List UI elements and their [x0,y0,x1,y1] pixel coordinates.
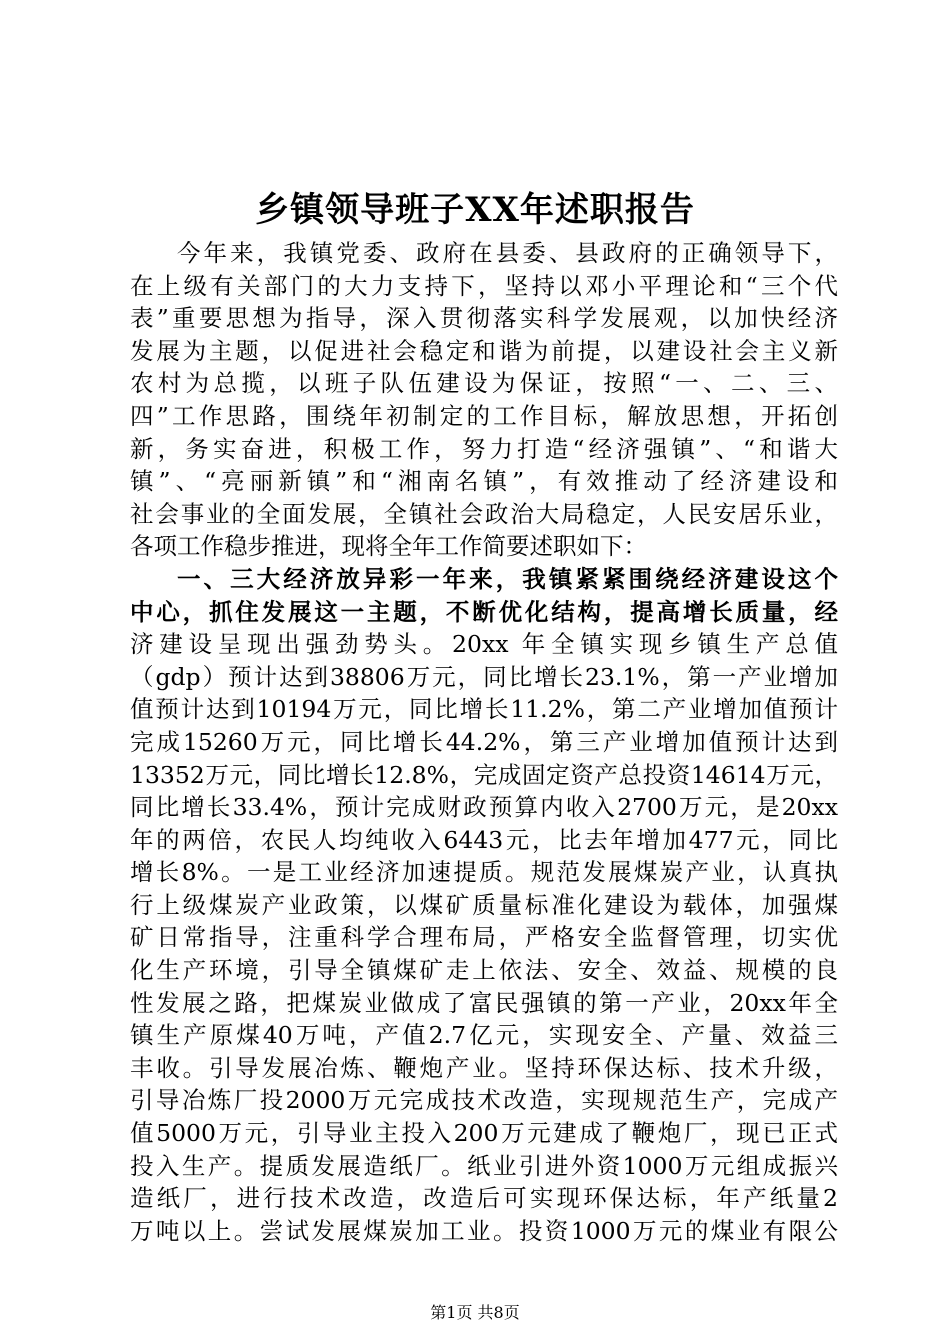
text-line: 增长8%。一是工业经济加速提质。规范发展煤炭产业，认真执 [130,858,838,887]
text-line: 完成15260万元，同比增长44.2%，第三产业增加值预计达到 [130,727,838,756]
document-title: 乡镇领导班子XX年述职报告 [255,190,695,230]
text-line: 行上级煤炭产业政策，以煤矿质量标准化建设为载体，加强煤 [130,890,838,919]
text-line: 投入生产。提质发展造纸厂。纸业引进外资1000万元组成振兴 [130,1151,838,1180]
text-line: 发展为主题，以促进社会稳定和谐为前提，以建设社会主义新 [130,336,838,365]
page-footer: 第1页 共8页 [430,1303,520,1322]
text-line: 中心，抓住发展这一主题，不断优化结构，提高增长质量，经 [130,597,838,626]
text-line: 13352万元，同比增长12.8%，完成固定资产总投资14614万元， [130,760,838,789]
text-line: 各项工作稳步推进，现将全年工作简要述职如下： [130,532,647,561]
text-line: 社会事业的全面发展，全镇社会政治大局稳定，人民安居乐业， [130,499,838,528]
text-line: 矿日常指导，注重科学合理布局，严格安全监督管理，切实优 [130,923,838,952]
text-line: 镇生产原煤40万吨，产值2.7亿元，实现安全、产量、效益三 [130,1021,838,1050]
text-line: 四”工作思路，围绕年初制定的工作目标，解放思想，开拓创 [130,401,838,430]
text-line: 镇”、“亮丽新镇”和“湘南名镇”，有效推动了经济建设和 [130,467,838,496]
text-line: 值5000万元，引导业主投入200万元建成了鞭炮厂，现已正式 [130,1119,838,1148]
text-line: 农村为总揽，以班子队伍建设为保证，按照“一、二、三、 [130,369,838,398]
text-line: 万吨以上。尝试发展煤炭加工业。投资1000万元的煤业有限公 [130,1216,838,1245]
text-line: 在上级有关部门的大力支持下，坚持以邓小平理论和“三个代 [130,271,838,300]
text-line: 新，务实奋进，积极工作，努力打造“经济强镇”、“和谐大 [130,434,838,463]
text-line: 年的两倍，农民人均纯收入6443元，比去年增加477元，同比 [130,825,838,854]
text-line: 造纸厂，进行技术改造，改造后可实现环保达标，年产纸量2 [130,1184,838,1213]
text-line: 引导冶炼厂投2000万元完成技术改造，实现规范生产，完成产 [130,1086,838,1115]
text-line: 同比增长33.4%，预计完成财政预算内收入2700万元，是20xx [130,793,838,822]
text-line: 今年来，我镇党委、政府在县委、县政府的正确领导下， [177,239,838,267]
text-line: （gdp）预计达到38806万元，同比增长23.1%，第一产业增加 [130,662,838,691]
document-body [130,237,838,1247]
text-line: 性发展之路，把煤炭业做成了富民强镇的第一产业，20xx年全 [130,988,838,1017]
text-line: 一、三大经济放异彩一年来，我镇紧紧围绕经济建设这个 [177,564,838,593]
text-line: 济建设呈现出强劲势头。20xx 年全镇实现乡镇生产总值 [130,630,838,659]
text-line: 丰收。引导发展冶炼、鞭炮产业。坚持环保达标、技术升级， [130,1053,838,1082]
text-line: 值预计达到10194万元，同比增长11.2%，第二产业增加值预计 [130,695,838,724]
text-line: 表”重要思想为指导，深入贯彻落实科学发展观，以加快经济 [130,304,838,333]
text-line: 化生产环境，引导全镇煤矿走上依法、安全、效益、规模的良 [130,956,838,985]
